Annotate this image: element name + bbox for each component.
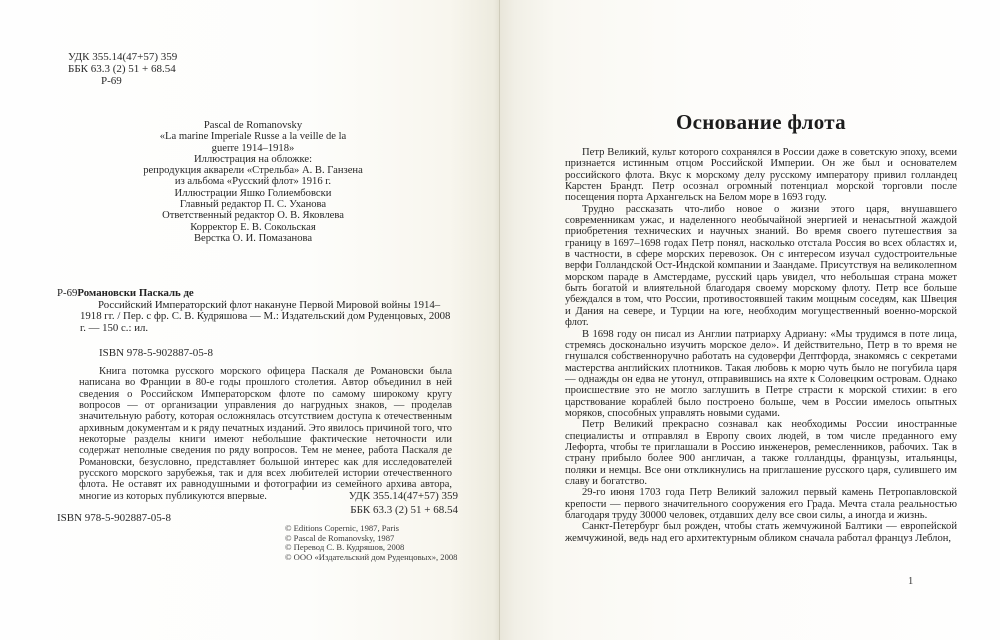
bibliographic-entry [57, 288, 457, 334]
book-code: Р-69 [101, 75, 122, 87]
credits-line: Pascal de Romanovsky [203, 120, 303, 131]
credits-line: Главный редактор П. С. Уханова [179, 199, 327, 211]
body-paragraph: Петр Великий, культ которого сохранялся в России даже в советскую эпоху, всеми признается истинным отцом Российской Империи. Он же был и основателем российского флота. Вкус к морскому делу русскому императору привил голландец Карстен Брандт. Петр осознал огромный потенциал морской торговли после посещения порта Архангельск на Белом море в 1693 году. [565, 147, 957, 204]
page-number: 1 [908, 576, 914, 587]
classification-block [68, 51, 177, 87]
credits-line: Ответственный редактор О. В. Яковлева [162, 210, 344, 222]
bbk-number: ББК 63.3 (2) 51 + 68.54 [68, 63, 176, 75]
copyright-line: © Pascal de Romanovsky, 1987 [285, 532, 395, 543]
credits-line: репродукция акварели «Стрельба» А. В. Ганзена [143, 165, 363, 177]
copyright-block [285, 524, 457, 562]
bibliographic-head [57, 288, 457, 300]
chapter-body [565, 147, 957, 544]
copyright-line: © Editions Copernic, 1987, Paris [285, 523, 399, 533]
credits-line: Иллюстрации Яшко Голиембовски [174, 187, 332, 199]
credits-line: «La marine Imperiale Russe a la veille de la [159, 131, 347, 143]
credits-line: из альбома «Русский флот» 1916 г. [174, 176, 332, 188]
credits-line: guerre 1914–1918» [211, 142, 295, 154]
isbn-bottom: ISBN 978-5-902887-05-8 [57, 512, 171, 524]
copyright-line: © ООО «Издательский дом Руденцовых», 2008 [285, 551, 458, 562]
bibliographic-author: Романовски Паскаль де [77, 287, 194, 299]
body-paragraph: Трудно рассказать что-либо новое о жизни этого царя, внушавшего современникам ужас, и наделенного необычайной энергией и ненасытной жаждой приобретения технических и научных знаний. Во время своего путешествия за границу в 1697–1698 годах Петр понял, насколько отстала Россия во всех областях и, в частности, в сфере морских перевозок. Он с интересом изучал судостроительные верфи Голландской Ост-Индской компании и Заандаме. Присутствуя на великолепном морском параде в Амстердаме, русский царь увидел, что небольшая страна может быть богатой и влиятельной благодаря своему морскому флоту. Петр все больше убеждался в том, что России, противостоявшей таким мощным соседям, как Швеция и Дания на севере, и Турции на юге, необходим могущественный военно-морской флот. [565, 203, 957, 329]
credits-line: Верстка О. И. Помазанова [193, 232, 313, 244]
copyright-line: © Перевод С. В. Кудряшов, 2008 [285, 542, 405, 553]
udk-number-bottom: УДК 355.14(47+57) 359 [348, 490, 458, 502]
body-paragraph: В 1698 году он писал из Англии патриарху Адриану: «Мы трудимся в поте лица, стремясь досконально изучить морское дело». И действительно, Петр в то время не гнушался собственноручно работать на судоверфи Дептфорда, знакомясь с секретами мастерства английских плотников. Такая любовь к морю чуть было не погубила царя — однажды он едва не утонул, отправившись на яхте к Соловецким островам. Однако происшествие это не могло заглушить в Петре страсти к морской стихии: в его царствование кораблей было построено больше, чем в России имелось опытных моряков, способных управлять новыми судами. [565, 328, 957, 419]
credits-line: Иллюстрация на обложке: [193, 153, 313, 165]
annotation-paragraph: Книга потомка русского морского офицера Паскаля де Романовски была написана во Франции в 80-е годы прошлого столетия. Автор объединил в ней сведения о Российском Императорском флоте по самому широкому кругу вопросов — от организации управления до нагрудных знаков, — проделав значительную работу, которая осложнялась отсутствием доступа к отечественным архивным документам и к ряду печатных изданий. Это явилось причиной того, что некоторые разделы книги имеют небольшие фактические неточности или содержат неполные сведения по ряду вопросов. Тем не менее, работа Паскаля де Романовски, безусловно, представляет большой интерес как для исследователей русского морского зарубежья, так и для всех любителей истории отечественного флота. Не оставят их равнодушными и фотографии из семейного архива автора, многие из которых публикуются впервые. [79, 366, 452, 502]
body-paragraph: Санкт-Петербург был рожден, чтобы стать жемчужиной Балтики — европейской жемчужиной, ведь над его архитектурным обликом сначала работал француз Леблон, [565, 521, 957, 544]
credits-line: Корректор Е. В. Сокольская [190, 221, 316, 233]
chapter-title: Основание флота [676, 110, 846, 134]
udk-number: УДК 355.14(47+57) 359 [68, 51, 178, 63]
body-paragraph: 29-го июня 1703 года Петр Великий заложил первый камень Петропавловской крепости — первого значительного сооружения его Града. Мечта стала реальностью благодаря труду 30000 человек, отдавших делу все свои силы, а иногда и жизнь. [565, 487, 957, 521]
left-page [0, 0, 499, 640]
body-paragraph: Петр Великий прекрасно сознавал как необходимы России иностранные специалисты и отправлял в Европу своих людей, в том числе преданного ему Лефорта, чтобы те приглашали в Россию инженеров, ремесленников, рабочих. Так в страну прибыло более 900 англичан, а также голландцы, французы, итальянцы, поляки и немцы. Все они откликнулись на приглашение русского царя, сулившего им славу и богатство. [565, 419, 957, 487]
credits-block [57, 120, 449, 244]
right-page [500, 0, 1000, 640]
bibliographic-code: Р-69 [57, 287, 78, 299]
isbn-middle: ISBN 978-5-902887-05-8 [99, 347, 213, 359]
bbk-number-bottom: ББК 63.3 (2) 51 + 68.54 [350, 503, 458, 516]
bibliographic-description: Российский Императорский флот накануне Первой Мировой войны 1914–1918 гг. / Пер. с фр. С. В. Кудряшова — М.: Издательский дом Руденцовых, 2008 г. — 150 с.: ил. [80, 298, 451, 334]
